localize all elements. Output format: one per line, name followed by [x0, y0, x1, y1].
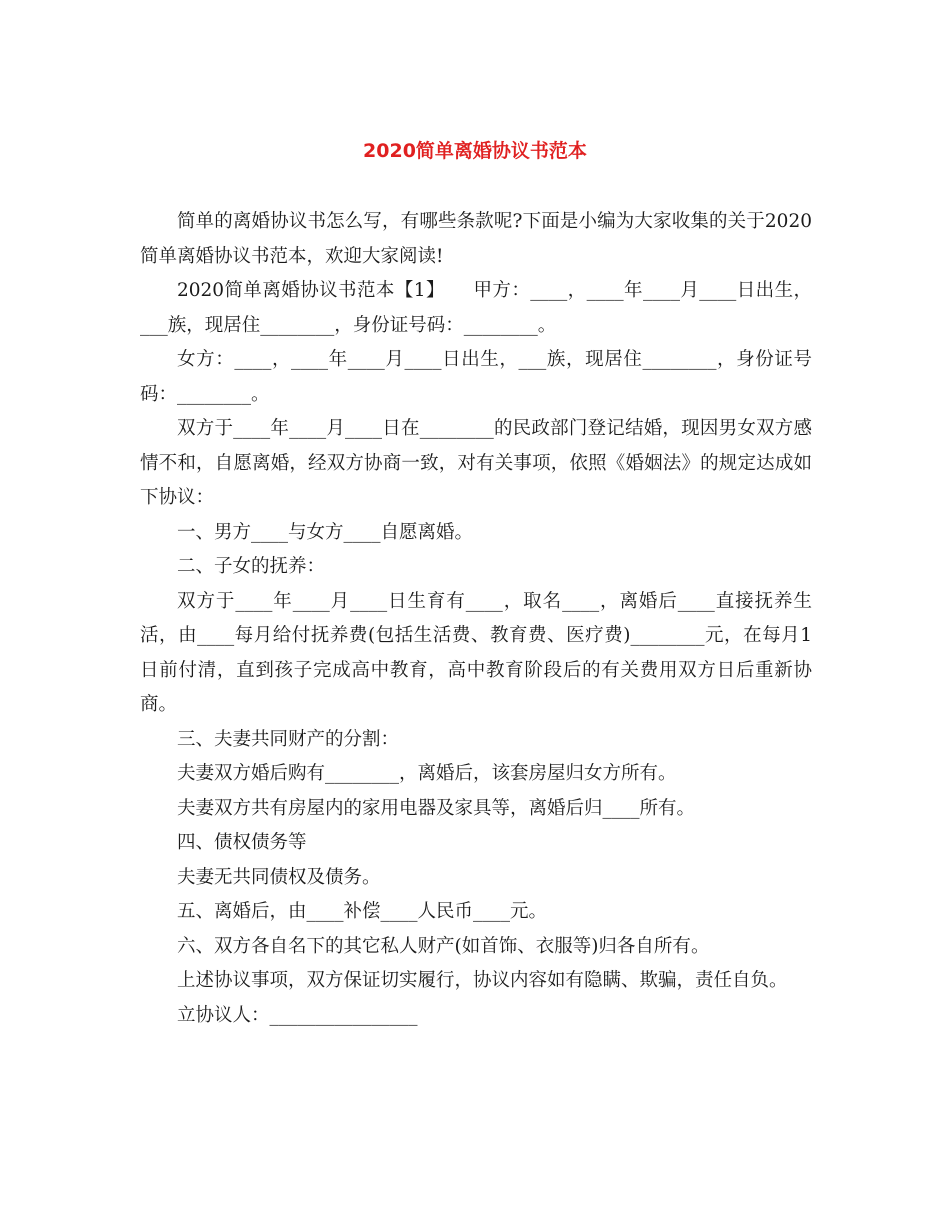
clause-5-paragraph: 五、离婚后，由____补偿____人民币____元。 — [177, 901, 548, 922]
clause-1-paragraph: 一、男方____与女方____自愿离婚。 — [177, 521, 474, 543]
signature-line: 立协议人：________________ — [177, 1004, 418, 1026]
commitment-paragraph: 上述协议事项，双方保证切实履行，协议内容如有隐瞒、欺骗，责任自负。 — [177, 970, 788, 991]
clause-6-paragraph: 六、双方各自名下的其它私人财产(如首饰、衣服等)归各自所有。 — [177, 935, 710, 957]
clause-4-heading: 四、债权债务等 — [177, 832, 307, 853]
document-body — [140, 205, 812, 1033]
furniture-paragraph: 夫妻双方共有房屋内的家用电器及家具等，离婚后归____所有。 — [177, 797, 696, 819]
clause-2-heading: 二、子女的抚养： — [177, 556, 326, 577]
party-b-paragraph: 女方：____，____年____月____日出生，___族，现居住________，身份证号码：________。 — [140, 349, 812, 405]
debt-paragraph: 夫妻无共同债权及债务。 — [177, 866, 381, 888]
house-paragraph: 夫妻双方婚后购有________，离婚后，该套房屋归女方所有。 — [177, 763, 677, 784]
clause-3-heading: 三、夫妻共同财产的分割： — [177, 728, 400, 750]
party-a-paragraph: 2020简单离婚协议书范本【1】 甲方：____，____年____月____日出生，___族，现居住________，身份证号码：________。 — [140, 280, 812, 336]
intro-paragraph: 简单的离婚协议书怎么写，有哪些条款呢?下面是小编为大家收集的关于2020简单离婚协议书范本，欢迎大家阅读! — [140, 211, 812, 267]
marriage-registration-paragraph: 双方于____年____月____日在________的民政部门登记结婚，现因男女双方感情不和，自愿离婚，经双方协商一致，对有关事项，依照《婚姻法》的规定达成如下协议： — [140, 418, 812, 508]
document-title: 2020简单离婚协议书范本 — [363, 140, 587, 162]
child-support-paragraph: 双方于____年____月____日生育有____，取名____，离婚后____直接抚养生活，由____每月给付抚养费(包括生活费、教育费、医疗费)________元，在每月1日前付清，直到孩子完成高中教育，高中教育阶段后的有关费用双方日后重新协商。 — [140, 590, 812, 715]
